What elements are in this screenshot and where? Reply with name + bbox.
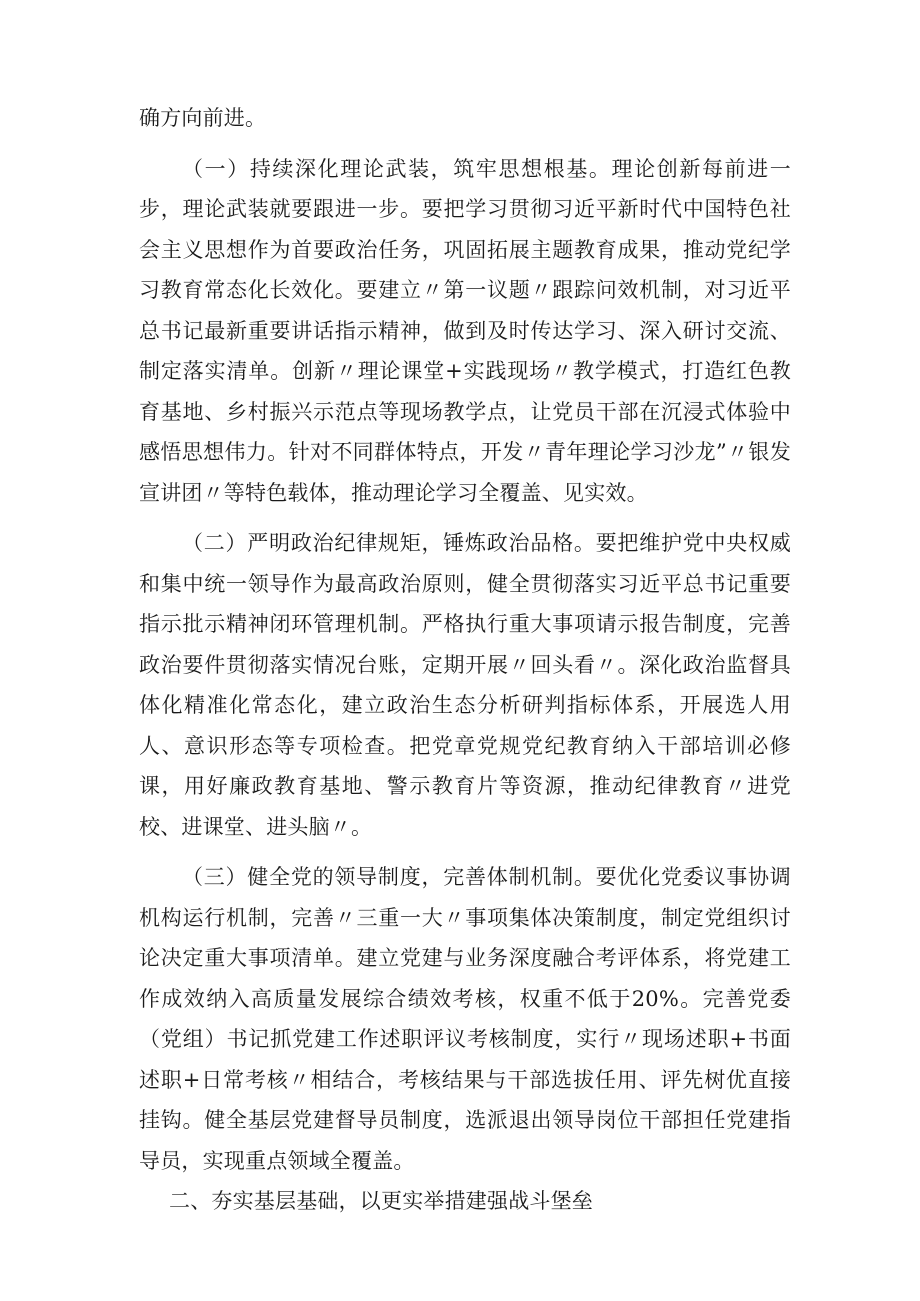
paragraph-gap [139,139,791,149]
document-body [139,98,791,1222]
continuation-paragraph: 确方向前进。 [139,106,267,130]
section-1-paragraph: （一）持续深化理论武装，筑牢思想根基。理论创新每前进一步，理论武装就要跟进一步。要把学习贯彻习近平新时代中国特色社会主义思想作为首要政治任务，巩固拓展主题教育成果，推动党纪学习教育常态化长效化。要建立〃第一议题〃跟踪问效机制，对习近平总书记最新重要讲话指示精神，做到及时传达学习、深入研讨交流、制定落实清单。创新〃理论课堂+实践现场〃教学模式，打造红色教育基地、乡村振兴示范点等现场教学点，让党员干部在沉浸式体验中感悟思想伟力。针对不同群体特点，开发〃青年理论学习沙龙”〃银发宣讲团〃等特色载体，推动理论学习全覆盖、见实效。 [139,156,791,505]
paragraph-gap [139,847,791,857]
section-3-paragraph: （三）健全党的领导制度，完善体制机制。要优化党委议事协调机构运行机制，完善〃三重一大〃事项集体决策制度，制定党组织讨论决定重大事项清单。建立党建与业务深度融合考评体系，将党建工作成效纳入高质量发展综合绩效考核，权重不低于20%。完善党委（党组）书记抓党建工作述职评议考核制度，实行〃现场述职+书面述职+日常考核〃相结合，考核结果与干部选拔任用、评先树优直接挂钩。健全基层党建督导员制度，选派退出领导岗位干部担任党建指导员，实现重点领域全覆盖。 [139,865,791,1173]
section-heading: 二、夯实基层基础，以更实举措建强战斗堡垒 [169,1189,593,1213]
section-2-paragraph: （二）严明政治纪律规矩，锤炼政治品格。要把维护党中央权威和集中统一领导作为最高政治原则，健全贯彻落实习近平总书记重要指示批示精神闭环管理机制。严格执行重大事项请示报告制度，完善政治要件贯彻落实情况台账，定期开展〃回头看〃。深化政治监督具体化精准化常态化，建立政治生态分析研判指标体系，开展选人用人、意识形态等专项检查。把党章党规党纪教育纳入干部培训必修课，用好廉政教育基地、警示教育片等资源，推动纪律教育〃进党校、进课堂、进头脑〃。 [139,531,791,839]
paragraph-gap [139,513,791,523]
